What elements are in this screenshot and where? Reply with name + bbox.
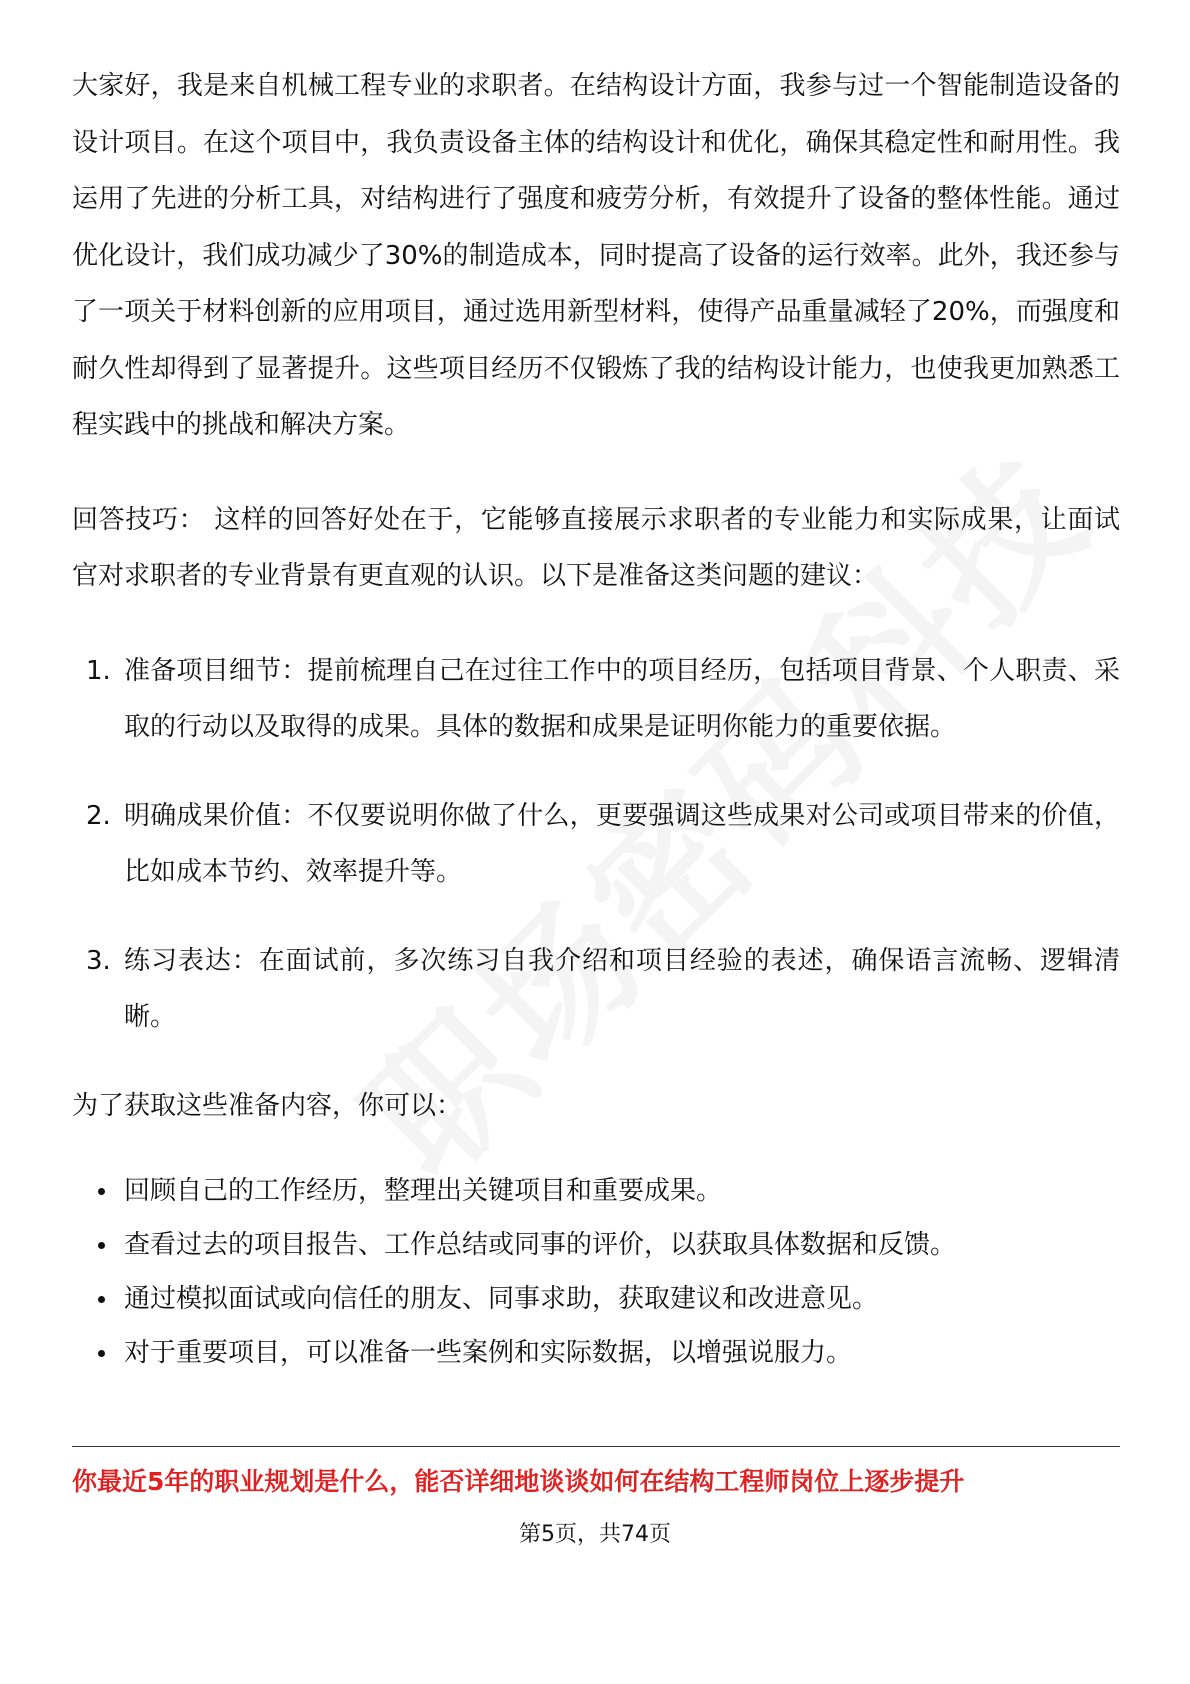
step-number: 2. — [86, 800, 111, 831]
step-text: 练习表达：在面试前，多次练习自我介绍和项目经验的表述，确保语言流畅、逻辑清晰。 — [124, 945, 1120, 1032]
bullet-icon — [98, 1350, 105, 1357]
step-item — [72, 788, 1120, 901]
main-content — [72, 58, 1120, 1380]
tips-paragraph: 回答技巧： 这样的回答好处在于，它能够直接展示求职者的专业能力和实际成果，让面试官对求职者的专业背景有更直观的认识。以下是准备这类问题的建议： — [72, 504, 1120, 591]
ways-list — [72, 1164, 1120, 1380]
list-item-text: 回顾自己的工作经历，整理出关键项目和重要成果。 — [124, 1176, 723, 1206]
bullet-icon — [98, 1242, 105, 1249]
bullet-icon — [98, 1188, 105, 1195]
step-number: 3. — [86, 945, 111, 976]
bullet-icon — [98, 1296, 105, 1303]
list-item — [72, 1272, 1120, 1326]
divider — [72, 1446, 1120, 1447]
next-question-heading: 你最近5年的职业规划是什么，能否详细地谈谈如何在结构工程师岗位上逐步提升 — [72, 1467, 965, 1496]
step-item — [72, 933, 1120, 1046]
list-item — [72, 1326, 1120, 1380]
list-item-text: 查看过去的项目报告、工作总结或同事的评价，以获取具体数据和反馈。 — [124, 1230, 957, 1260]
list-item-text: 对于重要项目，可以准备一些案例和实际数据，以增强说服力。 — [124, 1338, 853, 1368]
step-number: 1. — [86, 655, 111, 686]
list-item — [72, 1164, 1120, 1218]
page-number: 第5页，共74页 — [519, 1522, 671, 1547]
list-item-text: 通过模拟面试或向信任的朋友、同事求助，获取建议和改进意见。 — [124, 1284, 879, 1314]
steps-list — [72, 643, 1120, 1046]
step-text: 准备项目细节：提前梳理自己在过往工作中的项目经历，包括项目背景、个人职责、采取的行动以及取得的成果。具体的数据和成果是证明你能力的重要依据。 — [124, 655, 1120, 742]
step-item — [72, 643, 1120, 756]
intro-paragraph: 大家好，我是来自机械工程专业的求职者。在结构设计方面，我参与过一个智能制造设备的设计项目。在这个项目中，我负责设备主体的结构设计和优化，确保其稳定性和耐用性。我运用了先进的分析工具，对结构进行了强度和疲劳分析，有效提升了设备的整体性能。通过优化设计，我们成功减少了30%的制造成本，同时提高了设备的运行效率。此外，我还参与了一项关于材料创新的应用项目，通过选用新型材料，使得产品重量减轻了20%，而强度和耐久性却得到了显著提升。这些项目经历不仅锻炼了我的结构设计能力，也使我更加熟悉工程实践中的挑战和解决方案。 — [72, 71, 1120, 440]
ways-intro: 为了获取这些准备内容，你可以： — [72, 1090, 463, 1121]
step-text: 明确成果价值：不仅要说明你做了什么，更要强调这些成果对公司或项目带来的价值，比如成本节约、效率提升等。 — [124, 800, 1120, 887]
list-item — [72, 1218, 1120, 1272]
